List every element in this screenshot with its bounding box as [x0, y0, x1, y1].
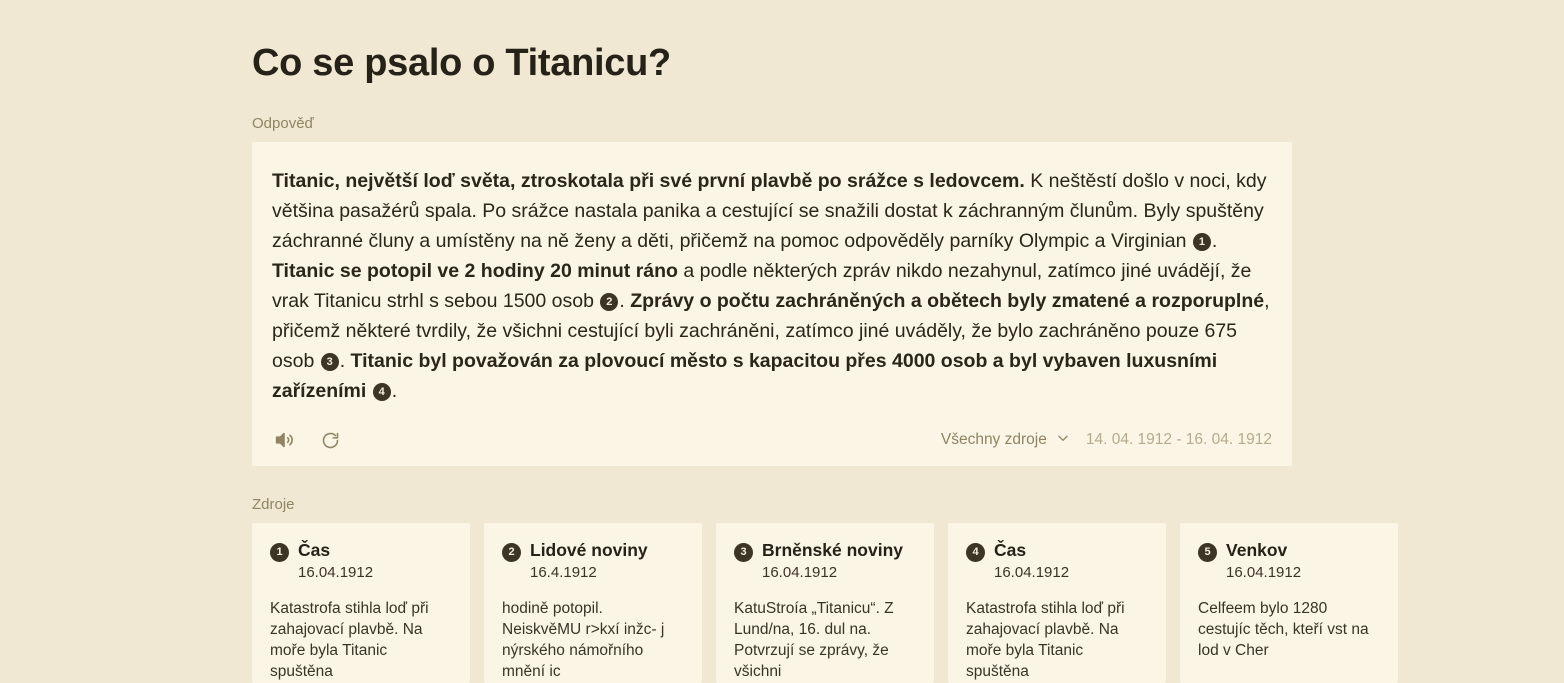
sources-filter-label: Všechny zdroje [940, 431, 1047, 448]
source-meta [994, 539, 1069, 584]
citation-marker[interactable]: 4 [373, 383, 391, 401]
source-snippet: KatuStroía „Titanicu“. Z Lund/na, 16. dul na. Potvrzují se zprávy, že všichni [734, 600, 894, 680]
source-card[interactable] [948, 523, 1166, 683]
sources-section-label: Zdroje [252, 496, 295, 513]
citation-marker[interactable]: 2 [600, 293, 618, 311]
source-number-badge: 5 [1198, 543, 1217, 562]
answer-section-label: Odpověď [252, 115, 314, 132]
source-card[interactable] [484, 523, 702, 683]
source-card[interactable] [716, 523, 934, 683]
answer-highlight: Zprávy o počtu zachráněných a obětech byly zmatené a rozporuplné [630, 290, 1265, 312]
source-snippet: hodině potopil. NeiskvěMU r>kxí inžc- j nýrského námořního mnění ic [502, 600, 665, 680]
source-card[interactable] [252, 523, 470, 683]
source-date: 16.04.1912 [1226, 564, 1302, 581]
date-range: 14. 04. 1912 - 16. 04. 1912 [1085, 431, 1272, 448]
citation-marker[interactable]: 3 [321, 353, 339, 371]
source-header [270, 539, 452, 584]
answer-text: Titanic, největší loď světa, ztroskotala při své první plavbě po srážce s ledovcem. K neštěstí došlo v noci, kdy většina pasažérů spala. Po srážce nastala panika a cestující se snažili dostat k záchranným člunům. Byly spuštěny záchranné čluny a umístěny na ně ženy a děti, přičemž na pomoc odpověděly parníky Olympic a Virginian 1 . Titanic se potopil ve 2 hodiny 20 minut ráno a podle některých zpráv nikdo nezahynul, zatímco jiné uvádějí, že vrak Titanicu strhl s sebou 1500 osob 2 . Zprávy o počtu zachráněných a obětech byly zmatené a rozporuplné, přičemž některé tvrdily, že všichni cestující byli zachráněni, zatímco jiné uváděly, že bylo zachráněno pouze 675 osob 3 . Titanic byl považován za plovoucí město s kapacitou přes 4000 osob a byl vybaven luxusními zařízeními 4 . [272, 170, 1270, 402]
source-title: Čas [298, 540, 331, 560]
answer-highlight: Titanic se potopil ve 2 hodiny 20 minut ráno [272, 260, 678, 282]
source-snippet: Katastrofa stihla loď při zahajovací plavbě. Na moře byla Titanic spuštěna [270, 600, 429, 680]
source-meta [298, 539, 373, 584]
source-date: 16.04.1912 [762, 564, 838, 581]
source-card[interactable] [1180, 523, 1398, 683]
source-snippet: Celfeem bylo 1280 cestujíc těch, kteří vst na lod v Cher [1198, 600, 1369, 659]
refresh-icon[interactable] [318, 428, 342, 452]
answer-card [252, 142, 1292, 466]
source-number-badge: 3 [734, 543, 753, 562]
sources-row [252, 523, 1369, 683]
source-meta [1226, 539, 1301, 584]
source-meta [530, 539, 648, 584]
source-number-badge: 1 [270, 543, 289, 562]
source-header [966, 539, 1148, 584]
source-date: 16.04.1912 [994, 564, 1070, 581]
source-header [502, 539, 684, 584]
source-number-badge: 4 [966, 543, 985, 562]
chevron-down-icon [1056, 431, 1070, 450]
source-date: 16.4.1912 [530, 564, 597, 581]
source-title: Brněnské noviny [762, 540, 904, 560]
source-header [1198, 539, 1380, 584]
answer-footer [272, 428, 1272, 452]
sources-filter-dropdown[interactable] [941, 431, 1070, 450]
answer-footer-meta [941, 431, 1272, 450]
page-title: Co se psalo o Titanicu? [252, 42, 671, 84]
answer-highlight: Titanic, největší loď světa, ztroskotala při své první plavbě po srážce s ledovcem. [272, 170, 1025, 192]
answer-highlight: Titanic byl považován za plovoucí město s kapacitou přes 4000 osob a byl vybaven luxusními zařízeními [272, 350, 1218, 402]
source-snippet: Katastrofa stihla loď při zahajovací plavbě. Na moře byla Titanic spuštěna [966, 600, 1125, 680]
citation-marker[interactable]: 1 [1193, 233, 1211, 251]
source-header [734, 539, 916, 584]
source-meta [762, 539, 903, 584]
source-title: Lidové noviny [530, 540, 648, 560]
source-number-badge: 2 [502, 543, 521, 562]
source-title: Čas [994, 540, 1027, 560]
answer-footer-actions [272, 428, 342, 452]
source-date: 16.04.1912 [298, 564, 374, 581]
source-title: Venkov [1226, 540, 1288, 560]
speaker-icon[interactable] [272, 428, 296, 452]
